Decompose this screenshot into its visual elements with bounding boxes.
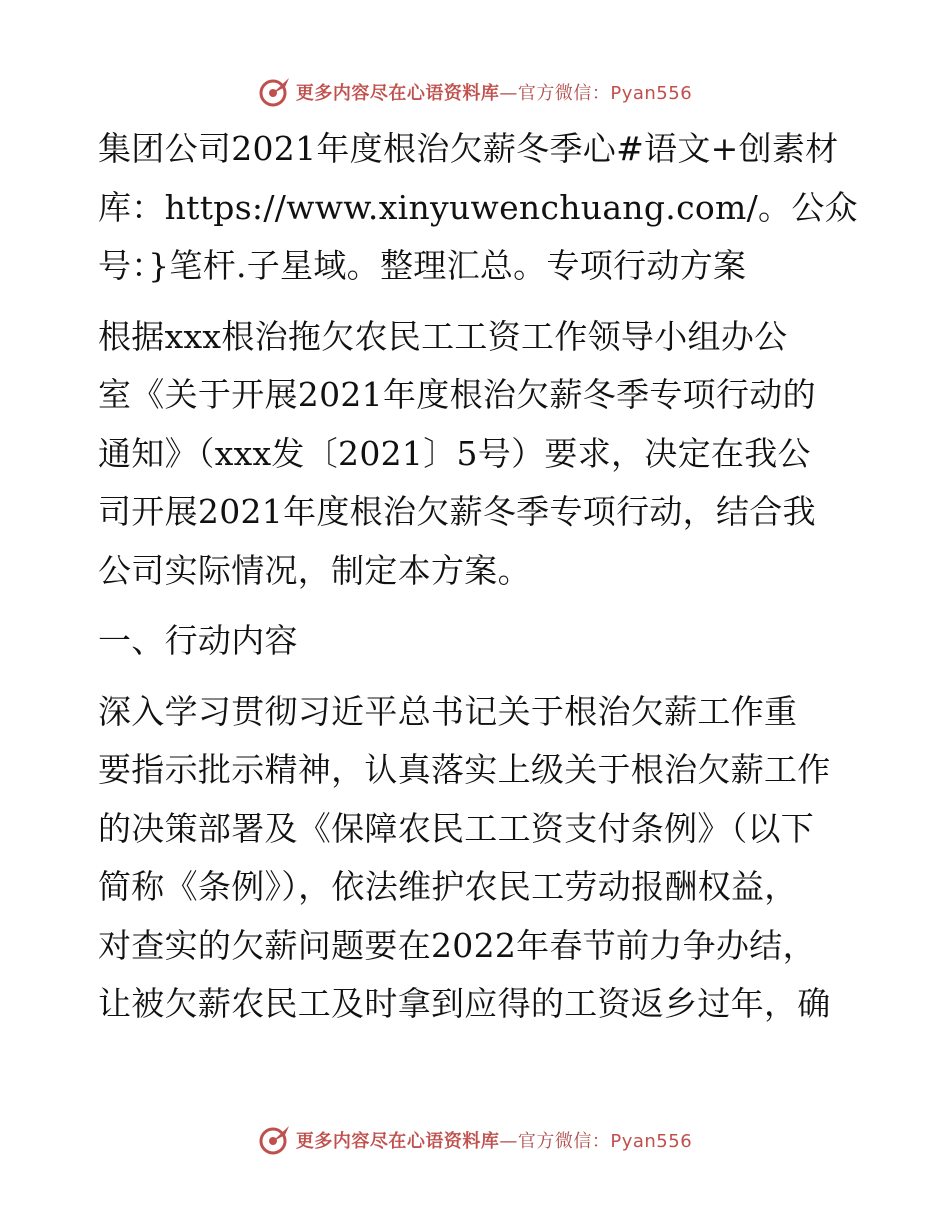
- text-line: 简称《条例》），依法维护农民工劳动报酬权益，: [98, 867, 798, 906]
- text-line: 室《关于开展2021年度根治欠薪冬季专项行动的: [98, 375, 816, 414]
- text-line: 通知》（xxx发〔2021〕5号）要求，决定在我公: [98, 433, 811, 473]
- watermark-wechat-label: —官方微信：: [499, 83, 611, 104]
- watermark-text: [296, 1127, 692, 1153]
- document-body: [98, 120, 858, 1046]
- text-line: 号：}笔杆.子星域。整理汇总。专项行动方案: [98, 246, 747, 285]
- watermark-wechat-id: Pyan556: [610, 83, 693, 104]
- watermark-wechat-label: —官方微信：: [499, 1131, 611, 1152]
- body-paragraph: [98, 683, 858, 1034]
- text-line: 集团公司2021年度根治欠薪冬季心#语文+创素材: [98, 129, 839, 168]
- text-line: 要指示批示精神，认真落实上级关于根治欠薪工作: [98, 750, 831, 789]
- section-heading: [98, 612, 858, 671]
- text-line: 根据xxx根治拖欠农民工工资工作领导小组办公: [98, 316, 788, 356]
- text-line: 公司实际情况，制定本方案。: [98, 550, 531, 590]
- footer-watermark: [0, 1120, 950, 1160]
- watermark-site-name: 更多内容尽在心语资料库: [295, 1131, 500, 1152]
- text-line: 的决策部署及《保障农民工工资支付条例》（以下: [98, 808, 815, 848]
- text-line: 司开展2021年度根治欠薪冬季专项行动，结合我: [98, 492, 816, 531]
- quill-pen-logo-icon: [258, 1123, 292, 1157]
- watermark-site-name: 更多内容尽在心语资料库: [295, 83, 500, 104]
- watermark-text: [296, 79, 692, 105]
- text-line: 深入学习贯彻习近平总书记关于根治欠薪工作重: [98, 691, 798, 731]
- watermark-wechat-id: Pyan556: [610, 1131, 693, 1152]
- text-line: 让被欠薪农民工及时拿到应得的工资返乡过年，确: [98, 984, 831, 1023]
- quill-pen-logo-icon: [258, 75, 292, 109]
- heading-line: 一、行动内容: [98, 621, 298, 660]
- text-line: 库：https://www.xinyuwenchuang.com/。公众: [98, 187, 858, 227]
- title-paragraph: [98, 120, 858, 296]
- header-watermark: [0, 72, 950, 112]
- intro-paragraph: [98, 308, 858, 601]
- text-line: 对查实的欠薪问题要在2022年春节前力争办结，: [98, 925, 816, 965]
